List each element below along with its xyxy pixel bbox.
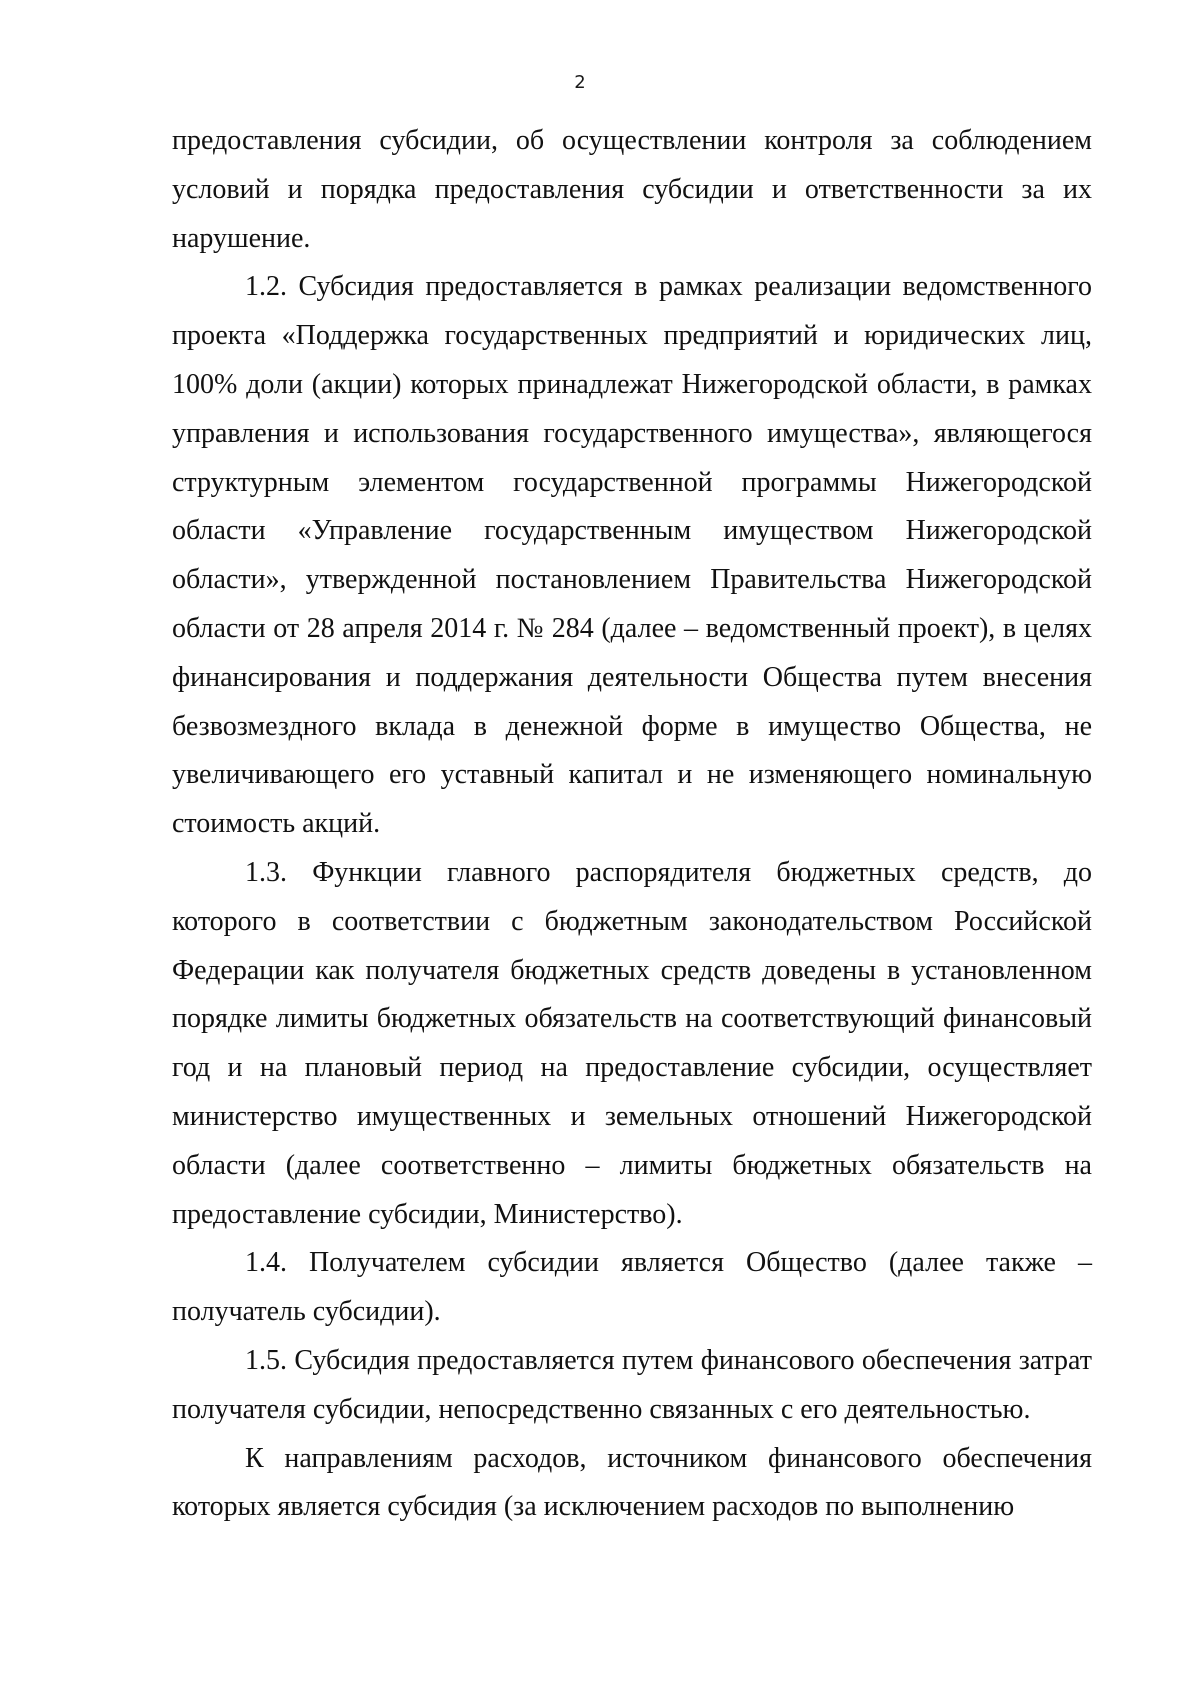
paragraph-intro-continuation: предоставления субсидии, об осуществлении контроля за соблюдением условий и порядка предоставления субсидии и ответственности за их нарушение.	[172, 125, 1092, 254]
paragraph-1-2: 1.2. Субсидия предоставляется в рамках реализации ведомственного проекта «Поддержка государственных предприятий и юридических лиц, 100% доли (акции) которых принадлежат Нижегородской области, в рамках управления и использования государственного имущества», являющегося структурным элементом государственной программы Нижегородской области «Управление государственным имуществом Нижегородской области», утвержденной постановлением Правительства Нижегородской области от 28 апреля 2014 г. № 284 (далее – ведомственный проект), в целях финансирования и поддержания деятельности Общества путем внесения безвозмездного вклада в денежной форме в имущество Общества, не увеличивающего его уставный капитал и не изменяющего номинальную стоимость акций.	[172, 271, 1092, 840]
paragraph-1-3: 1.3. Функции главного распорядителя бюджетных средств, до которого в соответствии с бюджетным законодательством Российской Федерации как получателя бюджетных средств доведены в установленном порядке лимиты бюджетных обязательств на соответствующий финансовый год и на плановый период на предоставление субсидии, осуществляет министерство имущественных и земельных отношений Нижегородской области (далее соответственно – лимиты бюджетных обязательств на предоставление субсидии, Министерство).	[172, 856, 1092, 1230]
paragraph-1-5: 1.5. Субсидия предоставляется путем финансового обеспечения затрат получателя субсидии, непосредственно связанных с его деятельностью.	[172, 1344, 1092, 1425]
paragraph-expense-directions: К направлениям расходов, источником финансового обеспечения которых является субсидия (за исключением расходов по выполнению	[172, 1442, 1092, 1523]
page-number: 2	[574, 72, 586, 93]
document-body	[172, 117, 1092, 1532]
paragraph-1-4: 1.4. Получателем субсидии является Общество (далее также – получатель субсидии).	[172, 1247, 1092, 1328]
